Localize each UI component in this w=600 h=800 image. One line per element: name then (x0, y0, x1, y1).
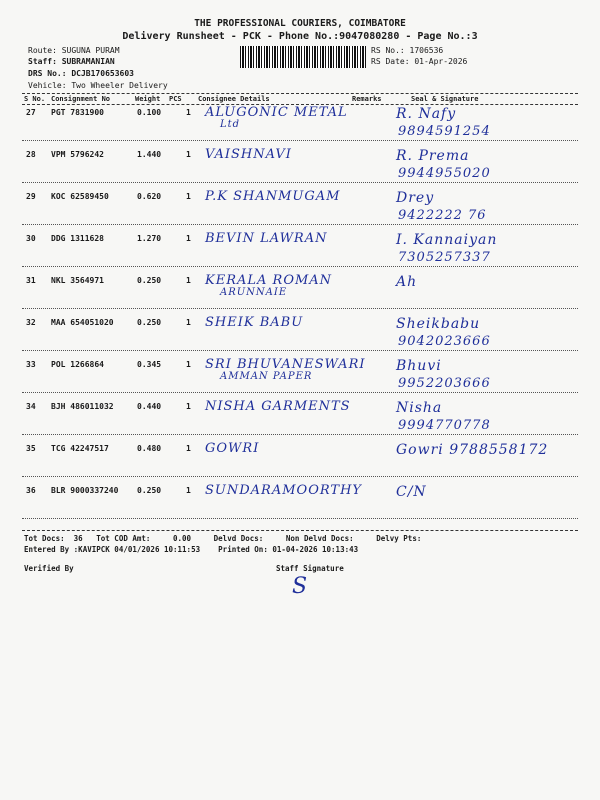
row-pcs: 1 (186, 108, 191, 117)
col-consignee: Consignee Details (198, 95, 270, 103)
row-consignee-handwritten: P.K SHANMUGAM (205, 189, 341, 204)
row-pcs: 1 (186, 360, 191, 369)
row-consignment: KOC 62589450 (51, 192, 109, 201)
row-consignee-handwritten: SUNDARAMOORTHY (205, 483, 362, 498)
row-weight: 0.345 (137, 360, 162, 369)
row-consignee-handwritten: GOWRI (205, 441, 260, 456)
row-consignee-handwritten-line2: AMMAN PAPER (220, 371, 313, 382)
row-sno: 35 (26, 444, 36, 453)
row-pcs: 1 (186, 444, 191, 453)
row-seal-signature: C/N (396, 484, 427, 500)
row-seal-phone: 9944955020 (398, 166, 491, 181)
row-consignee-handwritten: VAISHNAVI (205, 147, 292, 162)
company-title: THE PROFESSIONAL COURIERS, COIMBATORE (194, 18, 406, 29)
runsheet-title: Delivery Runsheet - PCK - Phone No.:9047080280 - Page No.:3 (122, 31, 478, 42)
row-pcs: 1 (186, 276, 191, 285)
row-consignment: BJH 486011032 (51, 402, 114, 411)
verified-by: Verified By (24, 564, 74, 573)
row-pcs: 1 (186, 192, 191, 201)
row-pcs: 1 (186, 318, 191, 327)
entered-by: Entered By :KAVIPCK 04/01/2026 10:11:53 Printed On: 01-04-2026 10:13:43 (24, 545, 359, 554)
row-seal-phone: 9994770778 (398, 418, 491, 433)
row-seal-signature: R. Nafy (396, 106, 457, 122)
row-divider (22, 350, 578, 351)
row-seal-signature: Drey (396, 190, 435, 206)
row-consignment: VPM 5796242 (51, 150, 104, 159)
row-consignee-handwritten: KERALA ROMAN (205, 273, 333, 288)
row-seal-signature: Ah (396, 274, 418, 290)
row-consignee-handwritten: ALUGONIC METAL (205, 105, 348, 120)
vehicle-label: Vehicle: Two Wheeler Delivery (28, 81, 168, 90)
row-consignment: PGT 7831900 (51, 108, 104, 117)
staff-signature-label: Staff Signature (276, 564, 344, 573)
row-seal-phone: 9952203666 (398, 376, 491, 391)
route-label: Route: SUGUNA PURAM (28, 46, 120, 55)
row-consignee-handwritten: SRI BHUVANESWARI (205, 357, 366, 372)
col-remarks: Remarks (352, 95, 382, 103)
row-consignee-handwritten: SHEIK BABU (205, 315, 304, 330)
footer-divider (22, 530, 578, 531)
row-pcs: 1 (186, 402, 191, 411)
row-pcs: 1 (186, 486, 191, 495)
row-weight: 0.620 (137, 192, 162, 201)
row-weight: 0.250 (137, 486, 162, 495)
row-seal-phone: 9042023666 (398, 334, 491, 349)
row-divider (22, 392, 578, 393)
row-divider (22, 266, 578, 267)
row-divider (22, 434, 578, 435)
row-seal-signature: Nisha (396, 400, 443, 416)
row-sno: 34 (26, 402, 36, 411)
row-weight: 1.440 (137, 150, 162, 159)
row-sno: 36 (26, 486, 36, 495)
row-seal-signature: Bhuvi (396, 358, 442, 374)
row-divider (22, 140, 578, 141)
row-seal-signature: Sheikbabu (396, 316, 481, 332)
row-consignment: TCG 42247517 (51, 444, 109, 453)
row-seal-signature: Gowri 9788558172 (396, 442, 549, 458)
row-pcs: 1 (186, 234, 191, 243)
rs-date: RS Date: 01-Apr-2026 (371, 57, 468, 66)
row-seal-phone: 9894591254 (398, 124, 491, 139)
row-weight: 0.480 (137, 444, 162, 453)
row-seal-phone: 9422222 76 (398, 208, 487, 223)
row-weight: 0.250 (137, 318, 162, 327)
row-sno: 28 (26, 150, 36, 159)
row-sno: 33 (26, 360, 36, 369)
rs-number: RS No.: 1706536 (371, 46, 444, 55)
row-sno: 32 (26, 318, 36, 327)
col-weight: Weight (135, 95, 161, 103)
row-divider (22, 182, 578, 183)
row-weight: 0.250 (137, 276, 162, 285)
row-sno: 30 (26, 234, 36, 243)
row-consignee-handwritten: BEVIN LAWRAN (205, 231, 328, 246)
row-seal-phone: 7305257337 (398, 250, 491, 265)
row-divider (22, 518, 578, 519)
row-sno: 29 (26, 192, 36, 201)
col-pcs: PCS (169, 95, 182, 103)
header-top-divider (22, 93, 578, 94)
staff-signature-mark: S (292, 574, 309, 599)
row-weight: 1.270 (137, 234, 162, 243)
row-seal-signature: I. Kannaiyan (396, 232, 498, 248)
row-pcs: 1 (186, 150, 191, 159)
col-sno: S No. (24, 95, 46, 103)
row-divider (22, 476, 578, 477)
row-consignment: MAA 654051020 (51, 318, 114, 327)
row-consignment: DDG 1311628 (51, 234, 104, 243)
row-divider (22, 308, 578, 309)
row-divider (22, 224, 578, 225)
row-weight: 0.100 (137, 108, 162, 117)
row-consignment: BLR 9000337240 (51, 486, 119, 495)
row-sno: 27 (26, 108, 36, 117)
barcode (240, 46, 366, 68)
row-seal-signature: R. Prema (396, 148, 470, 164)
row-consignee-handwritten-line2: Ltd (220, 119, 241, 130)
col-seal: Seal & Signature (411, 95, 479, 103)
row-consignment: NKL 3564971 (51, 276, 104, 285)
row-weight: 0.440 (137, 402, 162, 411)
row-sno: 31 (26, 276, 36, 285)
row-consignee-handwritten-line2: ARUNNAIE (220, 287, 288, 298)
staff-label: Staff: SUBRAMANIAN (28, 57, 115, 66)
col-consignment: Consignment No (51, 95, 111, 103)
drs-number: DRS No.: DCJB170653603 (28, 69, 134, 78)
row-consignee-handwritten: NISHA GARMENTS (205, 399, 351, 414)
row-consignment: POL 1266864 (51, 360, 104, 369)
totals-summary: Tot Docs: 36 Tot COD Amt: 0.00 Delvd Docs: Non Delvd Docs: Delvy Pts: (24, 534, 422, 543)
